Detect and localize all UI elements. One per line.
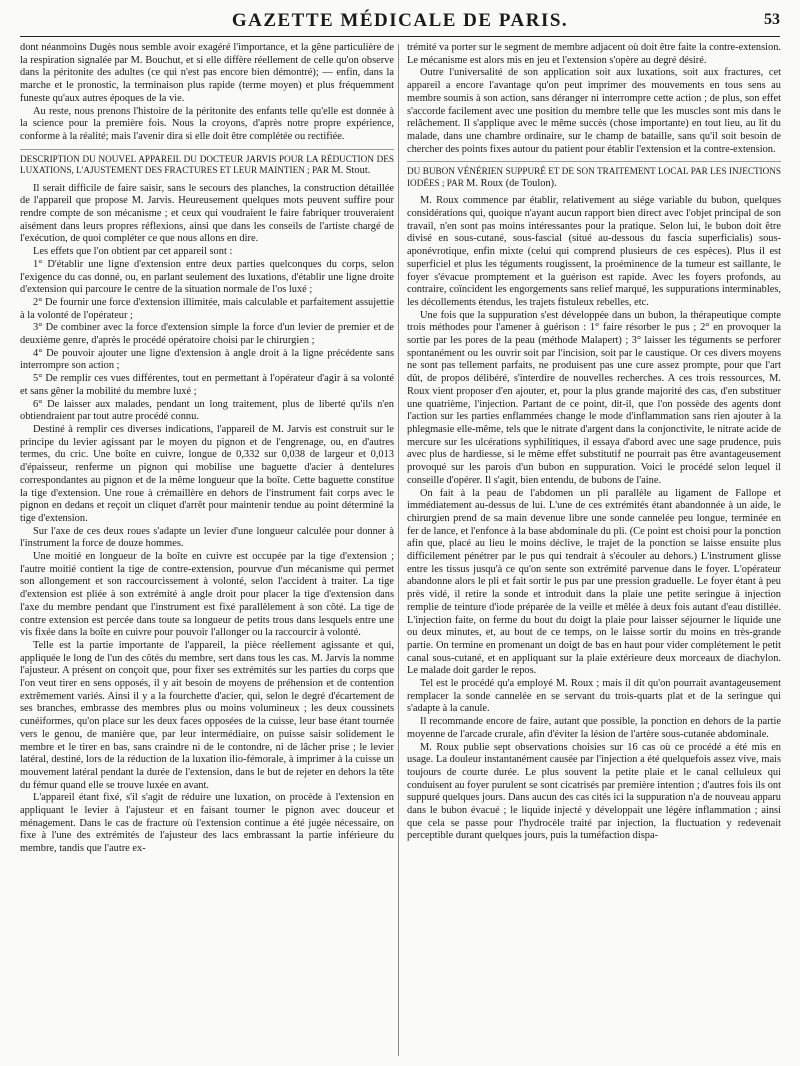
left-column <box>20 42 394 1058</box>
paragraph: Une moitié en longueur de la boîte en cuivre est occupée par la tige d'extension ; l'autre moitié contient la tige de contre-extension, pourvue d'un mécanisme qui permet son allongement et son raccourcissement à volonté, selon l'accident à traiter. La tige d'extension est pliée à son extrémité à angle droit pour placer la tige d'extension dans l'axe du membre pendant que l'instrument est fixé parallèlement à son côté. La tige de contre extension est percée dans toute sa longueur de petits trous dans lesquels entre une vis fixée dans la boîte en cuivre pour pouvoir l'allonger ou la raccourcir à volonté. <box>20 551 394 639</box>
article-heading-bubon <box>407 161 781 189</box>
paragraph: On fait à la peau de l'abdomen un pli parallèle au ligament de Fallope et immédiatement au-dessus de lui. L'une de ces extrémités étant abandonnée à un aide, le chirurgien prend de sa main devenue libre une sonde cannelée peu longue, terminée en fer de lance, et l'enfonce à la base abdominale du pli. (Ce point est choisi pour la ponction afin que, placé au lieu le moins déclive, le trajet de la ponction se laisse ensuite plus difficilement pénétrer par le pus qui tendrait à s'écouler au dehors.) L'instrument glisse entre les tissus jusqu'à ce qu'on sente son extrémité parvenue dans le foyer. L'opérateur abandonne alors le pli et fait sortir le pus par une pression graduelle. Le foyer étant à peu près vidé, il retire la sonde et introduit dans la plaie une petite seringue à injection remplie de teinture d'iode préparée de la veille et mêlée à deux fois autant d'eau distillée. L'injection faite, on ferme du bout du doigt la plaie pour laisser séjourner le liquide une ou deux minutes, et, au bout de ce temps, on le laisse sortir du moins en très-grande partie. On termine en promenant un doigt de bas en haut pour vider complétement le petit canal sous-cutané, et en appliquant sur la plaie extérieure deux morceaux de diachylon. Le malade doit garder le repos. <box>407 487 781 677</box>
list-item: 5° De remplir ces vues différentes, tout en permettant à l'opérateur d'agir à sa volonté et sans gêner la mobilité du membre luxé ; <box>20 373 394 397</box>
paragraph: Tel est le procédé qu'a employé M. Roux ; mais il dit qu'on pourrait avantageusement remplacer la sonde cannelée en se servant du trois-quarts plat et de la seringue qui s'adapte à la canule. <box>407 678 781 715</box>
list-item: 1° D'établir une ligne d'extension entre deux parties quelconques du corps, selon l'exigence du cas donné, ou, en parlant seulement des luxations, d'établir une ligne droite d'extension qui parcoure le centre de la situation normale de l'os luxé ; <box>20 258 394 296</box>
paragraph: Il recommande encore de faire, autant que possible, la ponction en dehors de la partie moyenne de l'arcade crurale, afin d'éviter la lésion de l'artère sous-cutanée abdominale. <box>407 716 781 740</box>
article-heading-jarvis <box>20 149 394 177</box>
page-number: 53 <box>764 11 780 28</box>
list-item: 4° De pouvoir ajouter une ligne d'extension à angle droit à la ligne précédente sans interrompre son action ; <box>20 347 394 372</box>
list-item: 2° De fournir une force d'extension illimitée, mais calculable et parfaitement assujettie à la volonté de l'opérateur ; <box>20 296 394 321</box>
paragraph: Les effets que l'on obtient par cet appareil sont : <box>33 246 233 258</box>
column-divider <box>398 44 399 1056</box>
paragraph: trémité va porter sur le segment de membre adjacent où doit être faite la contre-extension. Le mécanisme est alors mis en jeu et l'extension s'opère au degré désiré. <box>407 42 781 66</box>
paragraph: L'appareil étant fixé, s'il s'agit de réduire une luxation, on procède à l'extension en appliquant le levier à l'ajusteur et en faisant tourner le pignon avec douceur et ménagement. Dans le cas de fracture où l'extension continue a été jugée nécessaire, on fixe à l'une des extrémités de l'ajusteur des lacs embrassant la partie inférieure du membre, tandis que l'autre ex- <box>20 792 394 855</box>
article-title: DU BUBON VÉNÉRIEN SUPPURÉ ET DE SON TRAITEMENT LOCAL PAR LES INJECTIONS IODÉES ; PAR <box>407 166 781 188</box>
page-header <box>20 6 780 37</box>
article-title: DESCRIPTION DU NOUVEL APPAREIL DU DOCTEUR JARVIS POUR LA RÉDUCTION DES LUXATIONS, L'AJUSTEMENT DES FRACTURES ET LEUR MAINTIEN ; PAR <box>20 153 394 176</box>
right-column <box>407 42 781 1058</box>
paragraph: Telle est la partie importante de l'appareil, la pièce réellement agissante et qui, appliquée le long de l'un des côtés du membre, sert dans tous les cas. M. Jarvis la nomme l'ajusteur. A présent on conçoit que, pour fixer ses extrémités sur les parties du corps que l'on veut tirer en sens opposés, il y ait besoin de moyens de préhension et de contention extrêmement variés. Ainsi il y a la fourchette d'acier, qui, selon le degré d'écartement de ses branches, embrasse des membres plus ou moins volumineux ; les deux coussinets cunéiformes, qu'on place sur les deux faces opposées de la cuisse, leur base étant tournée vers le genou, de manière que, par leur intermédiaire, on puisse saisir solidement le membre et le tirer en bas, sans craindre ni de le contondre, ni de lâcher prise ; le levier latéral, destiné, lors de la réduction de la luxation ilio-fémorale, à imprimer à la cuisse un mouvement latéral pendant la durée de l'extension, dans le but de rejeter en dehors la tête du fémur quand elle se trouve luxée en avant. <box>20 639 394 791</box>
paragraph: Outre l'universalité de son application soit aux luxations, soit aux fractures, cet appareil a encore l'avantage qu'on peut imprimer des mouvements en tous sens au membre soumis à son action, sans déranger ni interrompre cette action ; de plus, son effet s'accorde facilement avec une position du membre telle que les muscles sont mis dans le relâchement. Il s'applique avec le même succès (chose importante) en tout lieu, au lit du malade, dans une chambre ordinaire, sur le champ de bataille, sans qu'il soit besoin de chercher des points fixes autour du patient pour établir l'extension et la contre-extension. <box>407 67 781 155</box>
paragraph: M. Roux publie sept observations choisies sur 16 cas où ce procédé a été mis en usage. La douleur instantanément causée par l'injection a été quelquefois assez vive, mais toujours de courte durée. Le plus souvent la petite plaie et le canal celluleux qui conduisent au foyer purulent se sont cicatrisés par première intention ; d'autres fois ils ont suppuré quelques jours. Dans aucun des cas cités ici la suppuration n'a de nouveau apparu dans le bubon évacué ; le liquide injecté y développait une légère inflammation ; ainsi que cela se passe pour l'hydrocèle traité par injection, la fluctuation y redevenait perceptible durant quelques jours, puis la tuméfaction dispa- <box>407 741 781 842</box>
paragraph: Destiné à remplir ces diverses indications, l'appareil de M. Jarvis est construit sur le principe du levier agissant par le moyen du pignon et de l'engrenage, ou, en d'autres termes, du cric. Une boîte en cuivre, longue de 0,332 sur 0,038 de largeur et 0,013 d'épaisseur, renferme un pignon qui mobilise une baguette d'acier à dentelures correspondantes au pignon et de la même longueur que la boîte. Cette baguette constitue la tige d'extension. Une roue à crémaillère en dehors de l'instrument fait corps avec le pignon en dedans et reçoit un cliquet d'arrêt pour maintenir tendue au point déterminé la tige d'extension. <box>20 423 394 524</box>
paragraph: Au reste, nous prenons l'histoire de la péritonite des enfants telle qu'elle est donnée à la science pour la première fois. Nous la croyons, d'après notre propre expérience, conforme à la réalité; mais l'avenir dira si elle doit être complétée ou rectifiée. <box>20 105 394 142</box>
paragraph: M. Roux commence par établir, relativement au siége variable du bubon, quelques considérations qui, quoique n'ayant aucun rapport bien direct avec l'objet principal de son travail, n'en sont pas moins intéressantes pour la pratique. Selon lui, le bubon doit être divisé en sous-cutané, sous-fascial (situé au-dessous du fascia superficialis) sous-aponévrotique, enfin mixte (celui qui comprend plusieurs de ces espèces). Plus il est superficiel et plus les téguments rougissent, la proéminence de la tumeur est saillante, le foyer s'évacue promptement et la guérison est rapide. Avec les foyers profonds, au contraire, coïncident les engorgements sans relief marqué, les suppurations interminables, les décollements étendus, les trajets fistuleux rebelles, etc. <box>407 195 781 308</box>
paragraph: Une fois que la suppuration s'est développée dans un bubon, la thérapeutique compte trois méthodes pour l'amener à guérison : 1° faire résorber le pus ; 2° en provoquer la sortie par les pores de la peau (méthode Malapert) ; 3° laisser les téguments se perforer spontanément ou les ouvrir soit par l'incision, soit par le caustique. Or ces divers moyens ne sont pas tellement parfaits, ne produisent pas une cure assez prompte, pour que l'art dût, de propos délibéré, s'interdire de nouvelles recherches. A ces trois ressources, M. Roux vient proposer d'en ajouter, et, pour la plus grande majorité des cas, d'en substituer une quatrième, l'injection. Partant de ce point, dit-il, que l'on possède des agents dont l'action sur les parties enflammées change le mode d'inflammation sans rien ajouter à la phlegmasie elle-même, tels que le nitrate d'argent dans la conjonctivite, le nitrate acide de mercure sur les ulcérations syphilitiques, il essaya d'abord avec une sage prudence, puis avec plus de hardiesse, si le même effet substitutif ne pourrait pas être avantageusement provoqué sur les parois d'un bubon en suppuration. Voici le procédé selon lequel il conseille d'opérer. Il s'agit, bien entendu, de bubons de l'aine. <box>407 309 781 486</box>
paragraph: Sur l'axe de ces deux roues s'adapte un levier d'une longueur calculée pour donner à l'instrument la force de douze hommes. <box>20 525 394 550</box>
list-item: 3° De combiner avec la force d'extension simple la force d'un levier de premier et de deuxième genre, d'après le procédé opératoire choisi par le chirurgien ; <box>20 322 394 347</box>
list-item: 6° De laisser aux malades, pendant un long traitement, plus de liberté qu'ils n'en obtiendraient par tout autre procédé connu. <box>20 398 394 423</box>
journal-title: GAZETTE MÉDICALE DE PARIS. <box>231 10 569 31</box>
article-author: M. Stout. <box>331 165 371 177</box>
paragraph: dont néanmoins Dugès nous semble avoir exagéré l'importance, et la gêne particulière de la respiration signalée par M. Bouchut, et si elle diffère réellement de celle qu'on observe dans la péritonite des adultes (ce qui n'est pas encore bien démontré); — enfin, dans la marche et le pronostic, la terminaison plus rapide (terme moyen) et plus fréquemment funeste qu'aux autres époques de la vie. <box>20 42 394 104</box>
paragraph: Il serait difficile de faire saisir, sans le secours des planches, la construction détaillée de l'appareil que propose M. Jarvis. Heureusement quelques mots peuvent suffire pour rendre compte de son mécanisme ; et ceux qui voudraient le faire fabriquer trouveraient aisément dans leurs propres réflexions, ainsi que dans les conseils de l'artiste chargé de l'exécution, de quoi compléter ce que nous allons en dire. <box>20 182 394 245</box>
article-author: M. Roux (de Toulon). <box>466 177 557 189</box>
